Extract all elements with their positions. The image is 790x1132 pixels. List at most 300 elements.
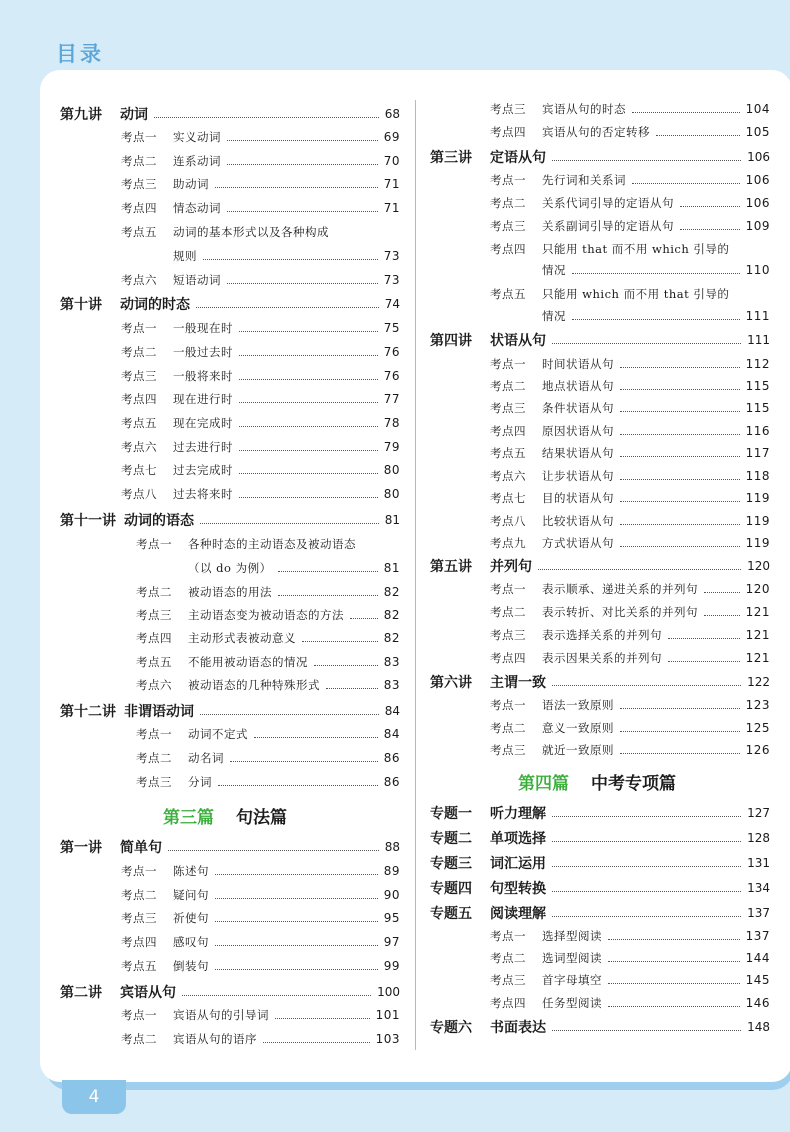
entry-label: 考点六 xyxy=(136,678,172,692)
entry-page: 119 xyxy=(745,491,770,505)
toc-topic-entry xyxy=(490,739,770,761)
toc-chapter-entry xyxy=(430,827,770,849)
entry-page: 121 xyxy=(745,651,770,665)
entry-page: 112 xyxy=(745,357,770,371)
entry-title: 一般将来时 xyxy=(173,369,233,383)
entry-page: 123 xyxy=(745,698,770,712)
toc-topic-entry xyxy=(490,420,770,442)
entry-title: 倒装句 xyxy=(173,959,209,973)
leader-dots xyxy=(620,731,740,732)
entry-page: 103 xyxy=(375,1032,400,1046)
entry-page: 120 xyxy=(747,559,770,573)
leader-dots xyxy=(200,714,379,715)
entry-page: 83 xyxy=(383,678,400,692)
entry-label: 考点五 xyxy=(136,655,172,669)
entry-page: 84 xyxy=(384,704,400,718)
entry-page: 126 xyxy=(745,743,770,757)
entry-page: 76 xyxy=(383,369,400,383)
leader-dots xyxy=(608,939,740,940)
leader-dots xyxy=(668,661,740,662)
leader-dots xyxy=(314,665,378,666)
toc-topic-entry xyxy=(121,317,400,339)
leader-dots xyxy=(215,187,378,188)
toc-topic-entry xyxy=(121,436,400,458)
entry-page: 100 xyxy=(377,985,400,999)
leader-dots xyxy=(275,1018,370,1019)
entry-page: 120 xyxy=(745,582,770,596)
toc-topic-entry xyxy=(121,412,400,434)
toc-chapter-entry xyxy=(430,802,770,824)
toc-topic-entry xyxy=(490,925,770,947)
entry-page: 104 xyxy=(745,102,770,116)
entry-page: 81 xyxy=(384,513,400,527)
leader-dots xyxy=(227,164,378,165)
entry-label: 考点四 xyxy=(490,242,526,256)
entry-title: 实义动词 xyxy=(173,130,221,144)
leader-dots xyxy=(215,921,378,922)
entry-page: 116 xyxy=(745,424,770,438)
entry-label: 考点八 xyxy=(121,487,157,501)
toc-topic-entry xyxy=(121,173,400,195)
toc-topic-entry xyxy=(490,283,770,305)
leader-dots xyxy=(350,618,378,619)
leader-dots xyxy=(239,497,378,498)
entry-label: 考点三 xyxy=(490,219,526,233)
toc-topic-entry xyxy=(121,931,400,953)
entry-page: 134 xyxy=(747,881,770,895)
entry-label: 专题五 xyxy=(430,906,472,922)
entry-label: 第二讲 xyxy=(60,985,102,1001)
entry-label: 考点四 xyxy=(121,935,157,949)
entry-page: 125 xyxy=(745,721,770,735)
entry-page: 79 xyxy=(383,440,400,454)
entry-label: 考点一 xyxy=(490,929,526,943)
leader-dots xyxy=(215,969,378,970)
entry-label: 第三讲 xyxy=(430,150,472,166)
leader-dots xyxy=(680,229,740,230)
entry-title: 意义一致原则 xyxy=(542,721,614,735)
entry-title: 各种时态的主动语态及被动语态 xyxy=(188,537,356,551)
entry-label: 第六讲 xyxy=(430,675,472,691)
entry-label: 第十一讲 xyxy=(60,513,116,529)
entry-title: 表示转折、对比关系的并列句 xyxy=(542,605,698,619)
entry-title: 书面表达 xyxy=(490,1020,546,1036)
entry-page: 82 xyxy=(383,631,400,645)
entry-title: 主谓一致 xyxy=(490,675,546,691)
entry-label: 考点四 xyxy=(490,125,526,139)
entry-label: 第五讲 xyxy=(430,559,472,575)
entry-page: 95 xyxy=(383,911,400,925)
toc-topic-entry xyxy=(121,860,400,882)
toc-topic-entry xyxy=(136,747,400,769)
entry-label: 考点七 xyxy=(490,491,526,505)
leader-dots xyxy=(620,411,740,412)
entry-page: 90 xyxy=(383,888,400,902)
leader-dots xyxy=(239,426,378,427)
toc-topic-entry xyxy=(490,624,770,646)
toc-topic-entry xyxy=(490,397,770,419)
toc-topic-entry xyxy=(136,533,400,555)
entry-page: 111 xyxy=(747,333,770,347)
entry-page: 115 xyxy=(745,379,770,393)
entry-page: 69 xyxy=(383,130,400,144)
entry-label: 考点二 xyxy=(121,345,157,359)
leader-dots xyxy=(239,402,378,403)
entry-page: 146 xyxy=(745,996,770,1010)
toc-chapter-entry xyxy=(430,146,770,168)
entry-page: 84 xyxy=(383,727,400,741)
entry-label: 考点二 xyxy=(490,605,526,619)
entry-title: 就近一致原则 xyxy=(542,743,614,757)
leader-dots xyxy=(168,850,379,851)
leader-dots xyxy=(215,945,378,946)
entry-label: 考点五 xyxy=(121,416,157,430)
leader-dots xyxy=(704,592,740,593)
entry-title: 动词的语态 xyxy=(124,513,194,529)
entry-title: 宾语从句的否定转移 xyxy=(542,125,650,139)
toc-topic-entry xyxy=(121,955,400,977)
leader-dots xyxy=(239,450,378,451)
toc-chapter-entry xyxy=(430,671,770,693)
entry-page: 77 xyxy=(383,392,400,406)
entry-title: 动词的时态 xyxy=(120,297,190,313)
toc-chapter-entry xyxy=(60,103,400,125)
entry-title: 单项选择 xyxy=(490,831,546,847)
leader-dots xyxy=(680,206,740,207)
entry-label: 考点三 xyxy=(121,911,157,925)
toc-topic-entry xyxy=(121,1004,400,1026)
entry-label: 考点三 xyxy=(490,973,526,987)
entry-label: 考点四 xyxy=(490,424,526,438)
entry-page: 137 xyxy=(745,929,770,943)
part-number: 第三篇 xyxy=(163,807,214,828)
entry-page: 75 xyxy=(383,321,400,335)
leader-dots xyxy=(620,479,740,480)
entry-page: 137 xyxy=(747,906,770,920)
entry-title: 情况 xyxy=(542,263,566,277)
toc-topic-entry xyxy=(121,341,400,363)
toc-chapter-entry xyxy=(60,836,400,858)
entry-label: 考点八 xyxy=(490,514,526,528)
toc-topic-entry xyxy=(542,305,770,327)
entry-label: 考点五 xyxy=(490,287,526,301)
entry-label: 考点二 xyxy=(136,751,172,765)
entry-page: 86 xyxy=(383,775,400,789)
entry-label: 考点五 xyxy=(490,446,526,460)
toc-topic-entry xyxy=(121,150,400,172)
entry-page: 118 xyxy=(745,469,770,483)
entry-label: 考点二 xyxy=(136,585,172,599)
toc-topic-entry xyxy=(121,197,400,219)
entry-page: 73 xyxy=(383,249,400,263)
leader-dots xyxy=(572,319,740,320)
toc-topic-entry xyxy=(121,388,400,410)
entry-label: 考点一 xyxy=(490,698,526,712)
leader-dots xyxy=(572,273,740,274)
entry-label: 考点三 xyxy=(490,401,526,415)
toc-topic-entry xyxy=(490,465,770,487)
toc-chapter-entry xyxy=(60,981,400,1003)
entry-label: 考点五 xyxy=(121,225,157,239)
entry-title: 动词不定式 xyxy=(188,727,248,741)
entry-title: 规则 xyxy=(173,249,197,263)
entry-title: 表示顺承、递进关系的并列句 xyxy=(542,582,698,596)
leader-dots xyxy=(620,389,740,390)
toc-topic-entry xyxy=(490,375,770,397)
entry-title: 先行词和关系词 xyxy=(542,173,626,187)
entry-page: 119 xyxy=(745,536,770,550)
entry-title: 表示选择关系的并列句 xyxy=(542,628,662,642)
entry-label: 专题二 xyxy=(430,831,472,847)
leader-dots xyxy=(227,211,378,212)
toc-topic-entry xyxy=(121,221,400,243)
entry-page: 74 xyxy=(384,297,400,311)
toc-topic-entry xyxy=(490,601,770,623)
entry-label: 考点四 xyxy=(136,631,172,645)
entry-label: 考点三 xyxy=(136,775,172,789)
entry-label: 考点九 xyxy=(490,536,526,550)
toc-topic-entry xyxy=(136,674,400,696)
entry-title: 被动语态的几种特殊形式 xyxy=(188,678,320,692)
leader-dots xyxy=(154,117,379,118)
entry-title: 助动词 xyxy=(173,177,209,191)
entry-page: 89 xyxy=(383,864,400,878)
entry-label: 考点二 xyxy=(490,379,526,393)
entry-page: 122 xyxy=(747,675,770,689)
toc-topic-entry xyxy=(121,884,400,906)
entry-title: 选择型阅读 xyxy=(542,929,602,943)
leader-dots xyxy=(552,841,741,842)
leader-dots xyxy=(552,160,741,161)
leader-dots xyxy=(200,523,379,524)
entry-title: 现在完成时 xyxy=(173,416,233,430)
leader-dots xyxy=(620,434,740,435)
entry-title: 非谓语动词 xyxy=(124,704,194,720)
toc-topic-entry xyxy=(490,487,770,509)
entry-label: 考点一 xyxy=(490,582,526,596)
leader-dots xyxy=(668,638,740,639)
entry-page: 71 xyxy=(383,177,400,191)
entry-label: 第四讲 xyxy=(430,333,472,349)
entry-title: 现在进行时 xyxy=(173,392,233,406)
leader-dots xyxy=(608,961,740,962)
toc-topic-entry xyxy=(490,238,770,260)
entry-label: 考点七 xyxy=(121,463,157,477)
entry-page: 82 xyxy=(383,585,400,599)
toc-topic-entry xyxy=(490,717,770,739)
toc-topic-entry xyxy=(490,169,770,191)
entry-title: 分词 xyxy=(188,775,212,789)
leader-dots xyxy=(620,546,740,547)
toc-topic-entry xyxy=(490,947,770,969)
toc-chapter-entry xyxy=(60,509,400,531)
leader-dots xyxy=(620,708,740,709)
entry-title: 不能用被动语态的情况 xyxy=(188,655,308,669)
toc-topic-entry xyxy=(490,969,770,991)
entry-title: 过去进行时 xyxy=(173,440,233,454)
entry-label: 考点二 xyxy=(121,1032,157,1046)
entry-label: 考点五 xyxy=(121,959,157,973)
entry-label: 考点一 xyxy=(121,1008,157,1022)
toc-chapter-entry xyxy=(430,852,770,874)
toc-topic-entry xyxy=(188,557,400,579)
entry-page: 109 xyxy=(745,219,770,233)
leader-dots xyxy=(239,473,378,474)
entry-title: 陈述句 xyxy=(173,864,209,878)
entry-page: 80 xyxy=(383,463,400,477)
leader-dots xyxy=(552,685,741,686)
entry-page: 101 xyxy=(375,1008,400,1022)
entry-page: 73 xyxy=(383,273,400,287)
entry-title: 条件状语从句 xyxy=(542,401,614,415)
leader-dots xyxy=(227,283,378,284)
toc-topic-entry xyxy=(490,510,770,532)
toc-topic-entry xyxy=(490,121,770,143)
entry-label: 考点三 xyxy=(121,177,157,191)
entry-page: 121 xyxy=(745,605,770,619)
leader-dots xyxy=(704,615,740,616)
entry-page: 131 xyxy=(747,856,770,870)
entry-title: 定语从句 xyxy=(490,150,546,166)
leader-dots xyxy=(538,569,741,570)
entry-page: 81 xyxy=(383,561,400,575)
part-heading xyxy=(518,768,676,794)
toc-topic-entry xyxy=(173,245,400,267)
toc-topic-entry xyxy=(490,98,770,120)
entry-label: 第十讲 xyxy=(60,297,102,313)
leader-dots xyxy=(552,916,741,917)
entry-title: 状语从句 xyxy=(490,333,546,349)
entry-title: （以 do 为例） xyxy=(188,561,272,575)
toc-topic-entry xyxy=(121,365,400,387)
leader-dots xyxy=(239,331,378,332)
entry-title: 关系副词引导的定语从句 xyxy=(542,219,674,233)
toc-topic-entry xyxy=(121,1028,400,1050)
entry-title: 一般过去时 xyxy=(173,345,233,359)
toc-topic-entry xyxy=(490,442,770,464)
entry-page: 70 xyxy=(383,154,400,168)
entry-title: 让步状语从句 xyxy=(542,469,614,483)
entry-label: 考点一 xyxy=(490,357,526,371)
entry-title: 简单句 xyxy=(120,840,162,856)
toc-topic-entry xyxy=(490,647,770,669)
leader-dots xyxy=(620,456,740,457)
toc-chapter-entry xyxy=(60,293,400,315)
entry-title: 地点状语从句 xyxy=(542,379,614,393)
entry-page: 82 xyxy=(383,608,400,622)
entry-page: 110 xyxy=(745,263,770,277)
entry-title: 被动语态的用法 xyxy=(188,585,272,599)
entry-label: 考点二 xyxy=(121,888,157,902)
column-divider xyxy=(415,100,416,1050)
toc-topic-entry xyxy=(490,992,770,1014)
leader-dots xyxy=(552,866,741,867)
leader-dots xyxy=(302,641,378,642)
page-number: 4 xyxy=(62,1080,126,1114)
leader-dots xyxy=(239,355,378,356)
entry-title: 听力理解 xyxy=(490,806,546,822)
leader-dots xyxy=(215,898,378,899)
entry-label: 考点一 xyxy=(121,321,157,335)
entry-page: 144 xyxy=(745,951,770,965)
entry-title: 动名词 xyxy=(188,751,224,765)
entry-page: 83 xyxy=(383,655,400,669)
entry-title: 短语动词 xyxy=(173,273,221,287)
toc-topic-entry xyxy=(490,532,770,554)
entry-label: 考点一 xyxy=(136,727,172,741)
entry-label: 考点三 xyxy=(490,743,526,757)
toc-topic-entry xyxy=(136,723,400,745)
entry-title: 主动形式表被动意义 xyxy=(188,631,296,645)
entry-label: 考点三 xyxy=(490,628,526,642)
entry-title: 情态动词 xyxy=(173,201,221,215)
entry-label: 考点六 xyxy=(121,273,157,287)
entry-label: 第九讲 xyxy=(60,107,102,123)
entry-title: 目的状语从句 xyxy=(542,491,614,505)
entry-label: 考点三 xyxy=(121,369,157,383)
toc-topic-entry xyxy=(121,126,400,148)
entry-title: 一般现在时 xyxy=(173,321,233,335)
entry-label: 考点三 xyxy=(136,608,172,622)
entry-title: 句型转换 xyxy=(490,881,546,897)
entry-title: 任务型阅读 xyxy=(542,996,602,1010)
entry-page: 88 xyxy=(384,840,400,854)
leader-dots xyxy=(552,343,741,344)
entry-title: 只能用 which 而不用 that 引导的 xyxy=(542,287,730,301)
entry-label: 专题四 xyxy=(430,881,472,897)
toc-chapter-entry xyxy=(430,877,770,899)
entry-page: 106 xyxy=(745,196,770,210)
toc-topic-entry xyxy=(490,578,770,600)
entry-label: 考点二 xyxy=(490,951,526,965)
entry-page: 111 xyxy=(745,309,770,323)
toc-chapter-entry xyxy=(430,329,770,351)
entry-label: 考点二 xyxy=(490,196,526,210)
entry-page: 145 xyxy=(745,973,770,987)
entry-label: 专题三 xyxy=(430,856,472,872)
entry-title: 过去完成时 xyxy=(173,463,233,477)
entry-label: 考点六 xyxy=(121,440,157,454)
entry-title: 宾语从句的引导词 xyxy=(173,1008,269,1022)
part-name: 中考专项篇 xyxy=(591,773,676,794)
entry-page: 68 xyxy=(384,107,400,121)
leader-dots xyxy=(227,140,378,141)
toc-topic-entry xyxy=(136,771,400,793)
leader-dots xyxy=(608,983,740,984)
entry-title: 祈使句 xyxy=(173,911,209,925)
entry-label: 第一讲 xyxy=(60,840,102,856)
leader-dots xyxy=(552,891,741,892)
leader-dots xyxy=(278,571,378,572)
entry-title: 感叹句 xyxy=(173,935,209,949)
entry-page: 78 xyxy=(383,416,400,430)
entry-page: 128 xyxy=(747,831,770,845)
leader-dots xyxy=(230,761,378,762)
entry-title: 原因状语从句 xyxy=(542,424,614,438)
entry-label: 考点一 xyxy=(121,130,157,144)
entry-label: 考点一 xyxy=(121,864,157,878)
entry-title: 动词的基本形式以及各种构成 xyxy=(173,225,329,239)
entry-title: 主动语态变为被动语态的方法 xyxy=(188,608,344,622)
page-title: 目录 xyxy=(56,42,104,66)
entry-page: 105 xyxy=(745,125,770,139)
part-number: 第四篇 xyxy=(518,773,569,794)
entry-title: 阅读理解 xyxy=(490,906,546,922)
leader-dots xyxy=(326,688,378,689)
entry-page: 97 xyxy=(383,935,400,949)
entry-page: 99 xyxy=(383,959,400,973)
entry-title: 时间状语从句 xyxy=(542,357,614,371)
